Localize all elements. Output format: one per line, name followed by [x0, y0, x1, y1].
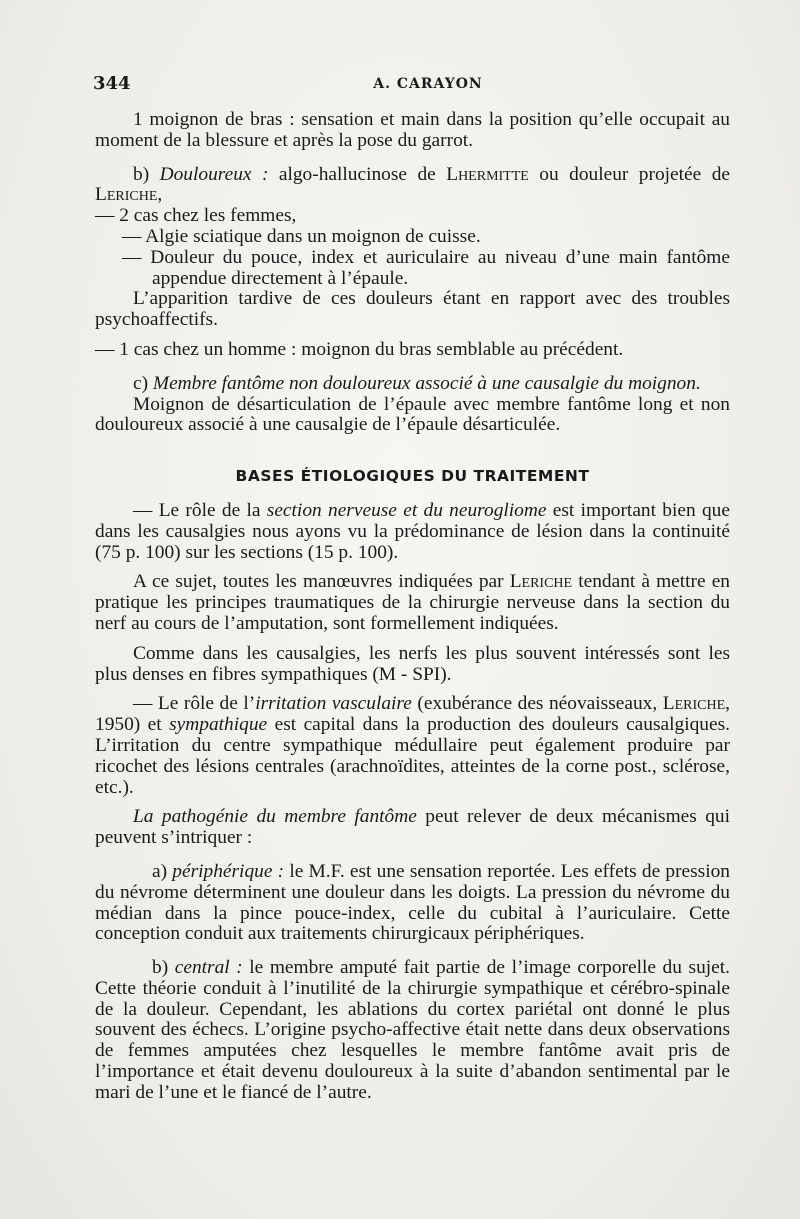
paragraph-women-cases [95, 206, 730, 227]
text: — 2 cas chez les femmes, [95, 205, 297, 227]
paragraph-stump-arm [95, 110, 730, 152]
paragraph-shoulder [95, 395, 730, 437]
text: 1 moignon de bras : sensation et main dans la position qu’elle occupait au moment de la blessure et après la pose du garrot. [95, 109, 730, 151]
text: A ce sujet, toutes les manœuvres indiquées par [133, 571, 510, 593]
author-name: Leriche [95, 184, 158, 206]
italic-text: section nerveuse et du neurogliome [266, 499, 547, 521]
text: — Douleur du pouce, index et auriculaire au niveau d’une main fantôme appendue directement à l’épaule. [122, 246, 730, 289]
text: L’apparition tardive de ces douleurs étant en rapport avec des troubles psychoaffectifs. [95, 288, 730, 331]
page-number: 344 [93, 73, 131, 94]
list-label: b) [152, 957, 175, 979]
paragraph-peripheral [95, 862, 730, 945]
paragraph-vascular-irritation [95, 694, 730, 798]
author-name: Leriche [509, 571, 573, 593]
italic-heading: Douloureux : [159, 163, 269, 185]
text: (exubérance des néovaisseaux, [411, 693, 663, 715]
italic-text: sympathique [169, 714, 268, 736]
paragraph-central [95, 958, 730, 1104]
text: le M.F. est une sensation reportée. Les effets de pression du névrome déterminent une douleur dans les doigts. La pression du névrome du médian dans la pince pouce-index, celle du cubital à l’auriculaire. Cette conception conduit aux traitements chirurgicaux périphériques. [95, 860, 731, 945]
author-name: Lhermitte [446, 163, 529, 185]
text: , [157, 184, 163, 206]
text: Comme dans les causalgies, les nerfs les plus souvent intéressés sont les plus denses en fibres sympathiques (M - SPI). [95, 642, 730, 685]
list-item-sciatic [95, 227, 730, 248]
italic-text: irritation vasculaire [255, 693, 412, 715]
page-header [93, 73, 733, 97]
paragraph-sympathetic-fibres [95, 644, 730, 686]
text: algo-hallucinose de [268, 163, 447, 185]
text: peut relever de deux mécanismes qui peuvent s’intriquer : [95, 806, 731, 849]
italic-text: La pathogénie du membre fantôme [133, 806, 417, 828]
paragraph-nerve-section [95, 501, 730, 563]
italic-heading: central : [174, 957, 243, 979]
section-heading: BASES ÉTIOLOGIQUES DU TRAITEMENT [235, 467, 590, 486]
text: est capital dans la production des douleurs causalgiques. L’irritation du centre sympathique médullaire peut également produire par ricochet des lésions centrales (arachnoïdites, atteintes de la corne post., sclérose, etc.). [95, 714, 730, 798]
text: le membre amputé fait partie de l’image corporelle du sujet. Cette théorie conduit à l’inutilité de la chirurgie sympathique et cérébro-spinale de la douleur. Cependant, les ablations du cortex pariétal ont donné le plus souvent des échecs. L’origine psycho-affective était nette dans deux observations de femmes amputées chez lesquelles le membre fantôme avait pris de l’importance et était devenu douloureux à la suite d’abandon sentimental par le mari de l’une et le fiancé de l’autre. [95, 957, 730, 1103]
text: Moignon de désarticulation de l’épaule avec membre fantôme long et non douloureux associé à une causalgie de l’épaule désarticulée. [95, 393, 730, 436]
paragraph-painful [95, 165, 730, 207]
list-label: a) [152, 860, 173, 882]
paragraph-pathogenesis [95, 807, 730, 849]
italic-heading: périphérique : [172, 860, 285, 882]
paragraph-non-painful [95, 374, 730, 395]
paragraph-man-case [95, 340, 730, 361]
author-name: Leriche [662, 693, 726, 715]
text: — Le rôle de l’ [133, 693, 256, 715]
text: ou douleur projetée de [528, 163, 730, 185]
text: , 1950) et [95, 693, 730, 736]
paragraph-late-onset [95, 289, 730, 331]
text: est important bien que dans les causalgies nous ayons vu la prédominance de lésion dans la continuité (75 p. 100) sur les sections (15 p. 100). [95, 499, 730, 563]
list-label: c) [133, 372, 153, 394]
list-item-thumb-pain [95, 248, 730, 290]
text: — 1 cas chez un homme : moignon du bras semblable au précédent. [95, 338, 624, 360]
text: — Algie sciatique dans un moignon de cuisse. [122, 225, 481, 247]
paragraph-leriche-maneuvers [95, 572, 730, 634]
list-label: b) [133, 163, 160, 185]
text: — Le rôle de la [133, 499, 267, 521]
body-text [95, 110, 730, 1104]
running-head: A. CARAYON [373, 76, 483, 92]
italic-heading: Membre fantôme non douloureux associé à une causalgie du moignon. [152, 372, 701, 394]
text: tendant à mettre en pratique les principes traumatiques de la chirurgie nerveuse dans la section du nerf au cours de l’amputation, sont formellement indiquées. [95, 571, 730, 634]
